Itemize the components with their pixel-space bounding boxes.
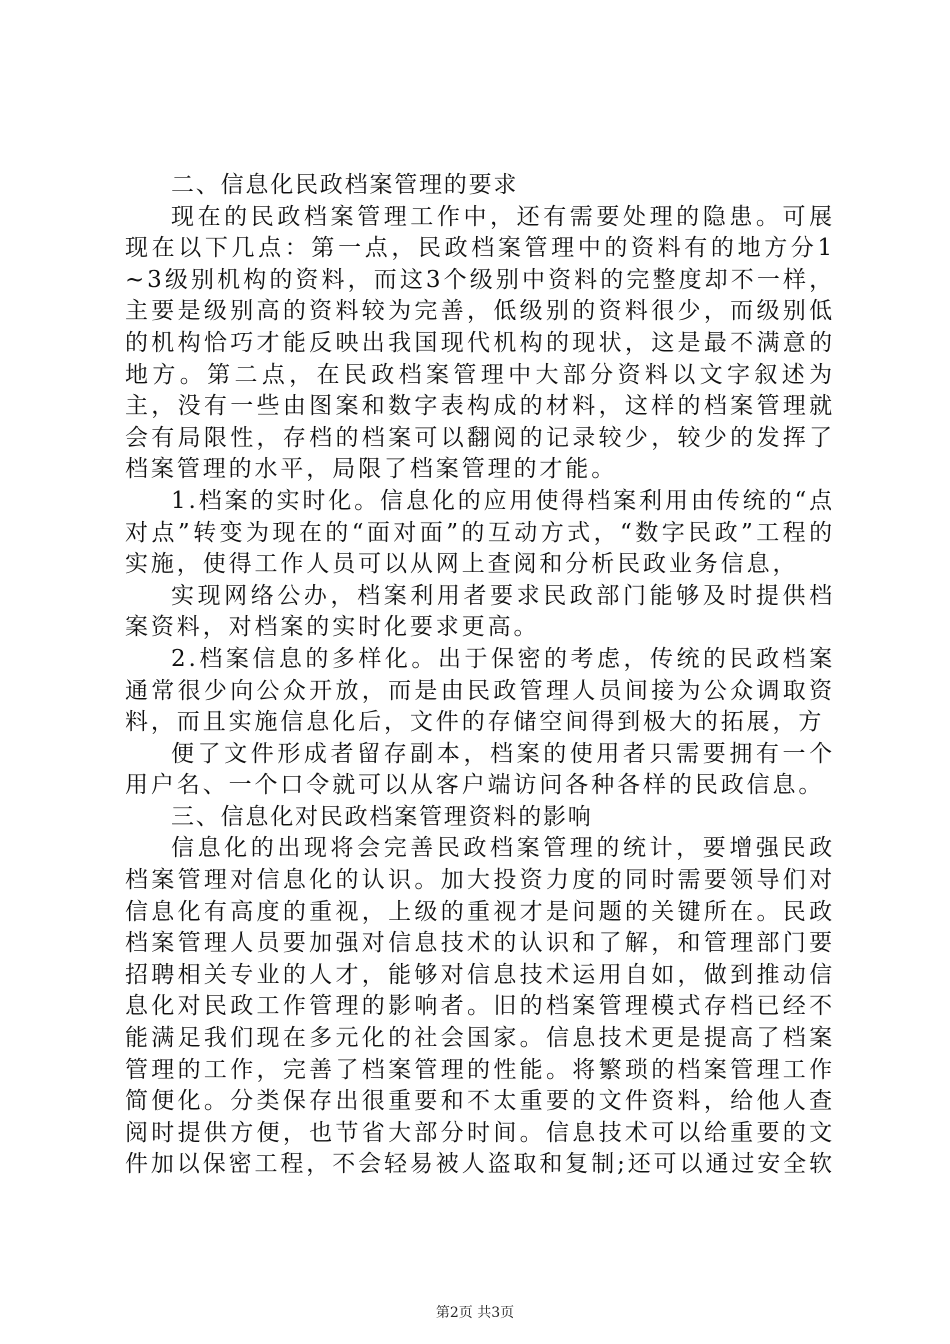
page-footer: 第2页 共3页 — [435, 1305, 515, 1321]
paragraph: 现在的民政档案管理工作中，还有需要处理的隐患。可展现在以下几点：第一点，民政档案管理中的资料有的地方分1~3级别机构的资料，而这3个级别中资料的完整度却不一样，主要是级别高的资料较为完善，低级别的资料很少，而级别低的机构恰巧才能反映出我国现代机构的现状，这是最不满意的地方。第二点，在民政档案管理中大部分资料以文字叙述为主，没有一些由图案和数字表构成的材料，这样的档案管理就会有局限性，存档的档案可以翻阅的记录较少，较少的发挥了档案管理的水平，局限了档案管理的才能。 — [125, 203, 835, 483]
section-heading: 三、信息化对民政档案管理资料的影响 — [171, 803, 593, 830]
paragraph: 实现网络公办，档案利用者要求民政部门能够及时提供档案资料，对档案的实时化要求更高。 — [125, 582, 835, 641]
paragraph: 便了文件形成者留存副本，档案的使用者只需要拥有一个用户名、一个口令就可以从客户端访问各种各样的民政信息。 — [125, 740, 835, 799]
section-heading: 二、信息化民政档案管理的要求 — [171, 172, 519, 198]
document-body — [125, 170, 835, 1181]
paragraph: 1.档案的实时化。信息化的应用使得档案利用由传统的“点对点”转变为现在的“面对面”的互动方式，“数字民政”工程的实施，使得工作人员可以从网上查阅和分析民政业务信息， — [125, 487, 836, 578]
paragraph: 信息化的出现将会完善民政档案管理的统计，要增强民政档案管理对信息化的认识。加大投资力度的同时需要领导们对信息化有高度的重视，上级的重视才是问题的关键所在。民政档案管理人员要加强对信息技术的认识和了解，和管理部门要招聘相关专业的人才，能够对信息技术运用自如，做到推动信息化对民政工作管理的影响者。旧的档案管理模式存档已经不能满足我们现在多元化的社会国家。信息技术更是提高了档案管理的工作，完善了档案管理的性能。将繁琐的档案管理工作简便化。分类保存出很重要和不太重要的文件资料，给他人查阅时提供方便，也节省大部分时间。信息技术可以给重要的文件加以保密工程，不会轻易被人盗取和复制;还可以通过安全软 — [125, 835, 835, 1178]
paragraph: 2.档案信息的多样化。出于保密的考虑，传统的民政档案通常很少向公众开放，而是由民政管理人员间接为公众调取资料，而且实施信息化后，文件的存储空间得到极大的拓展，方 — [125, 645, 835, 736]
